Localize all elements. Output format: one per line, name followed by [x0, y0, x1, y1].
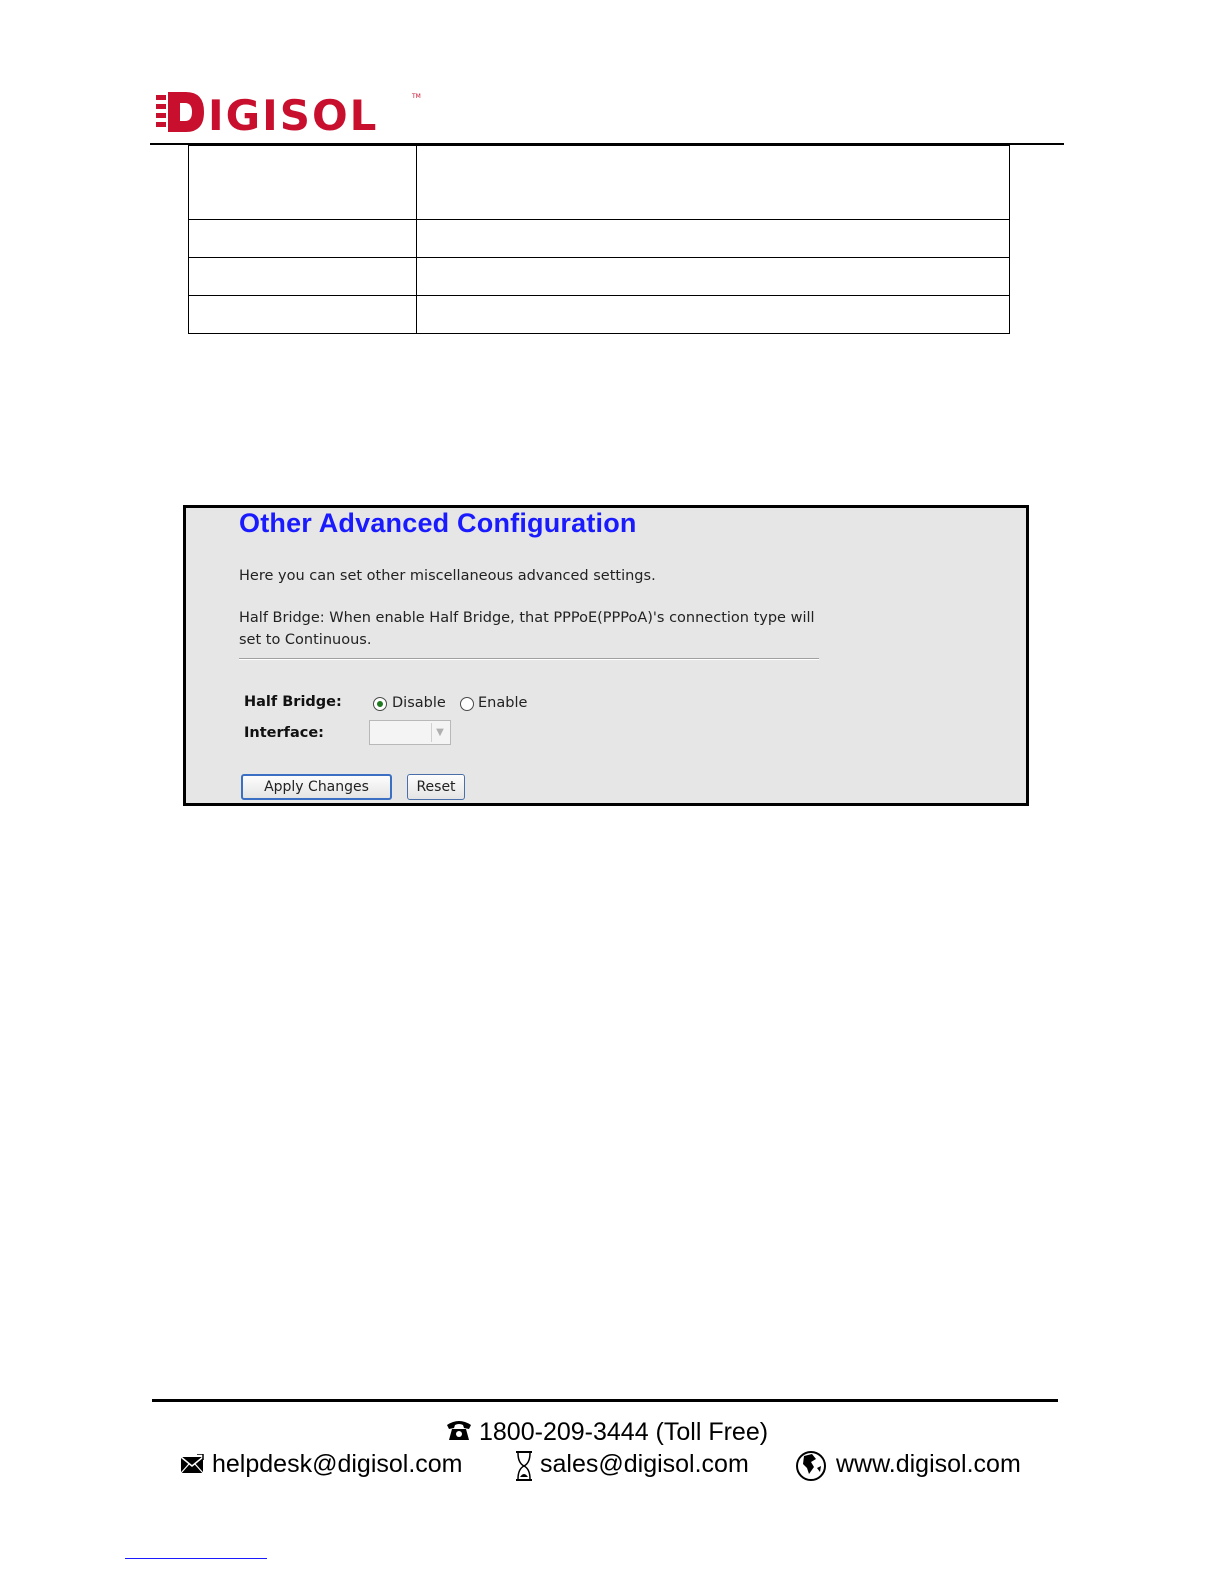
config-panel [183, 505, 1029, 806]
page-title: Other Advanced Configuration [239, 508, 637, 538]
footer-website: www.digisol.com [836, 1450, 1021, 1478]
digisol-logo [156, 86, 426, 138]
interface-label: Interface: [244, 725, 324, 741]
footer-rule [152, 1399, 1058, 1402]
document-table [188, 145, 1010, 334]
table-cell [417, 146, 1010, 220]
svg-text:IGISOL: IGISOL [208, 91, 379, 138]
half-bridge-description: Half Bridge: When enable Half Bridge, that PPPoE(PPPoA)'s connection type will set to Continuous. [239, 610, 815, 648]
table-cell [189, 296, 417, 334]
footer-email: helpdesk@digisol.com [212, 1450, 463, 1478]
disable-radio[interactable] [373, 697, 387, 711]
table-cell [417, 258, 1010, 296]
chevron-down-icon[interactable]: ▼ [431, 723, 448, 742]
enable-radio-label[interactable]: Enable [478, 695, 528, 711]
hourglass-icon [514, 1451, 534, 1481]
svg-text:TM: TM [412, 93, 421, 100]
phone-icon [445, 1419, 473, 1441]
bottom-link-rule [125, 1558, 267, 1559]
intro-text: Here you can set other miscellaneous advanced settings. [239, 568, 656, 584]
half-bridge-label: Half Bridge: [244, 694, 342, 710]
table-cell [417, 296, 1010, 334]
table-cell [417, 220, 1010, 258]
globe-icon [794, 1450, 828, 1482]
interface-select[interactable] [369, 720, 451, 745]
footer-sales-email: sales@digisol.com [540, 1450, 749, 1478]
disable-radio-label[interactable]: Disable [392, 695, 446, 711]
table-cell [189, 258, 417, 296]
reset-button[interactable]: Reset [407, 774, 465, 800]
divider [239, 658, 819, 660]
table-cell [189, 220, 417, 258]
enable-radio[interactable] [460, 697, 474, 711]
apply-changes-button[interactable]: Apply Changes [241, 774, 392, 800]
table-cell [189, 146, 417, 220]
footer-phone: 1800-209-3444 (Toll Free) [479, 1418, 769, 1446]
mail-icon [180, 1454, 204, 1474]
